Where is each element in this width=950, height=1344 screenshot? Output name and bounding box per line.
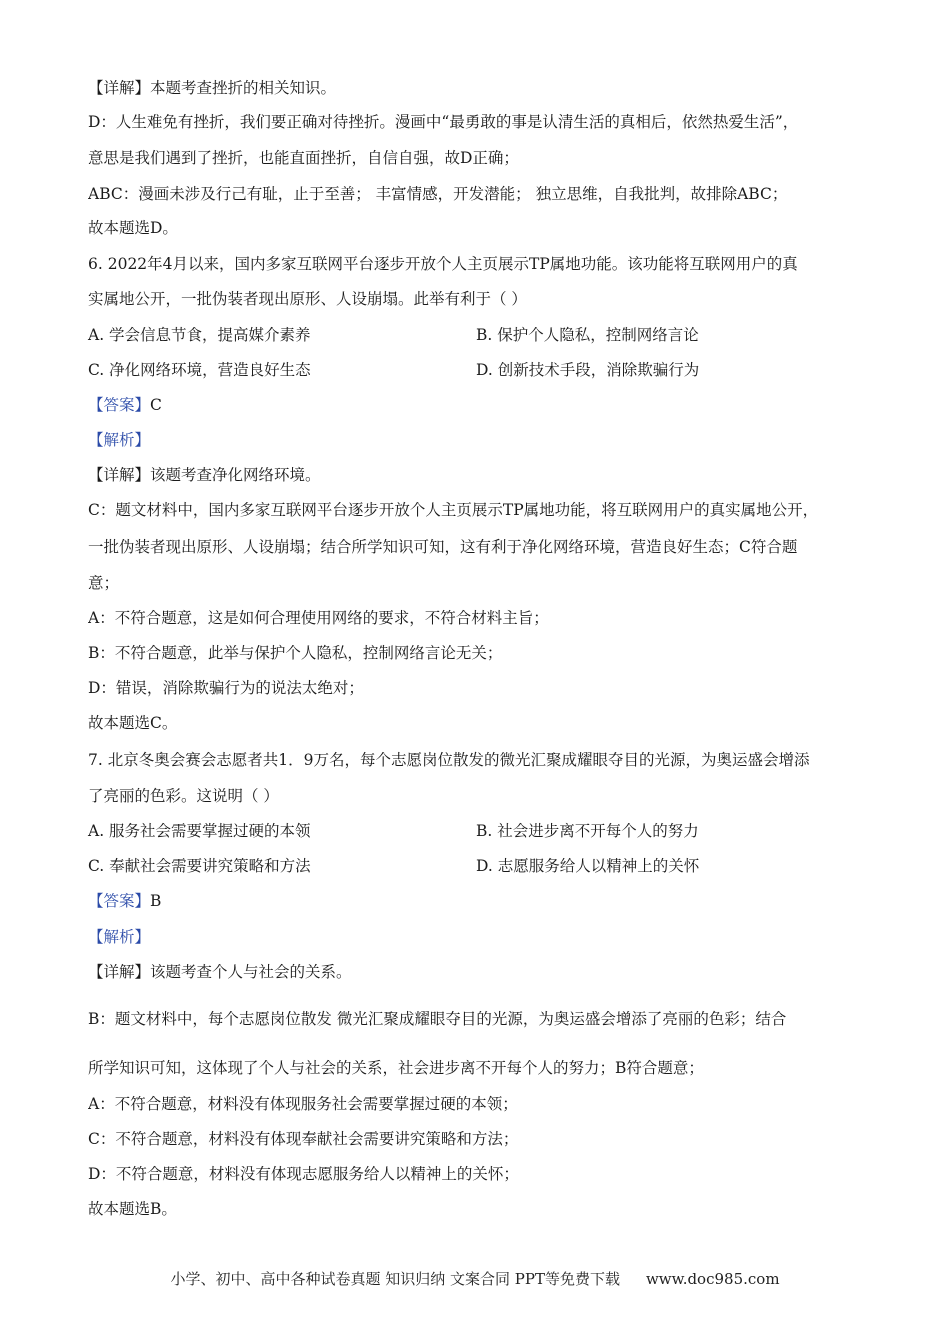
q6-d-line: D：错误，消除欺骗行为的说法太绝对；	[88, 679, 364, 697]
q7-c-line: C：不符合题意，材料没有体现奉献社会需要讲究策略和方法；	[88, 1130, 519, 1148]
q7-b-line1: B：题文材料中，每个志愿岗位散发 微光汇聚成耀眼夺目的光源，为奥运盛会增添了亮丽的色彩；结合	[88, 1010, 787, 1028]
q7-b-line2: 所学知识可知，这体现了个人与社会的关系，社会进步离不开每个人的努力；B符合题意；	[88, 1059, 704, 1077]
q6-option-a: A. 学会信息节食，提高媒介素养	[88, 326, 311, 344]
q6-c-line1: C：题文材料中，国内多家互联网平台逐步开放个人主页展示TP属地功能，将互联网用户的真实属地公开，	[88, 501, 819, 519]
q7-option-a: A. 服务社会需要掌握过硬的本领	[88, 822, 311, 840]
q6-stem-line1: 6. 2022年4月以来，国内多家互联网平台逐步开放个人主页展示TP属地功能。该功能将互联网用户的真	[88, 255, 798, 273]
q5-d-line1: D：人生难免有挫折，我们要正确对待挫折。漫画中“最勇敢的事是认清生活的真相后，依然热爱生活”，	[88, 113, 799, 131]
q6-detail: 【详解】该题考查净化网络环境。	[88, 466, 321, 484]
q7-option-c: C. 奉献社会需要讲究策略和方法	[88, 857, 311, 875]
q6-c-line2: 一批伪装者现出原形、人设崩塌；结合所学知识可知，这有利于净化网络环境，营造良好生态；C符合题	[88, 538, 798, 556]
q6-a-line: A：不符合题意，这是如何合理使用网络的要求，不符合材料主旨；	[88, 609, 549, 627]
q5-detail: 【详解】本题考查挫折的相关知识。	[88, 79, 337, 97]
q6-analysis-tag: 【解析】	[88, 431, 151, 449]
q6-options-row1	[88, 325, 864, 345]
footer-text: 小学、初中、高中各种试卷真题 知识归纳 文案合同 PPT等免费下载	[170, 1270, 620, 1288]
q7-stem-line1: 7. 北京冬奥会赛会志愿者共1．9万名，每个志愿岗位散发的微光汇聚成耀眼夺目的光源，为奥运盛会增添	[88, 751, 810, 769]
footer-url[interactable]: www.doc985.com	[645, 1270, 780, 1288]
q6-conclusion: 故本题选C。	[88, 714, 178, 732]
q7-answer	[88, 891, 161, 911]
q7-d-line: D：不符合题意，材料没有体现志愿服务给人以精神上的关怀；	[88, 1165, 519, 1183]
q6-b-line: B：不符合题意，此举与保护个人隐私，控制网络言论无关；	[88, 644, 503, 662]
q7-option-b: B. 社会进步离不开每个人的努力	[476, 822, 699, 840]
q5-d-line2: 意思是我们遇到了挫折，也能直面挫折，自信自强，故D正确；	[88, 149, 519, 167]
q6-answer	[88, 395, 162, 415]
q7-a-line: A：不符合题意，材料没有体现服务社会需要掌握过硬的本领；	[88, 1095, 518, 1113]
q6-option-d: D. 创新技术手段，消除欺骗行为	[476, 361, 700, 379]
q7-answer-tag: 【答案】	[88, 892, 151, 910]
q7-option-d: D. 志愿服务给人以精神上的关怀	[476, 857, 700, 875]
q7-options-row1	[88, 821, 864, 841]
q5-abc-line: ABC：漫画未涉及行己有耻，止于至善； 丰富情感，开发潜能； 独立思维，自我批判，故排除ABC；	[88, 185, 788, 203]
q6-option-c: C. 净化网络环境，营造良好生态	[88, 361, 311, 379]
q5-conclusion: 故本题选D。	[88, 219, 178, 237]
q6-answer-tag: 【答案】	[88, 396, 151, 414]
q7-analysis-tag: 【解析】	[88, 928, 151, 946]
q7-stem-line2: 了亮丽的色彩。这说明（ ）	[88, 787, 279, 805]
page-footer	[0, 1268, 950, 1289]
q7-answer-value: B	[150, 892, 162, 910]
q6-c-line3: 意；	[88, 574, 120, 592]
q6-options-row2	[88, 360, 864, 380]
q7-options-row2	[88, 856, 864, 876]
q6-option-b: B. 保护个人隐私，控制网络言论	[476, 326, 699, 344]
q7-conclusion: 故本题选B。	[88, 1200, 177, 1218]
q6-answer-value: C	[150, 396, 162, 414]
q7-detail: 【详解】该题考查个人与社会的关系。	[88, 963, 352, 981]
q6-stem-line2: 实属地公开，一批伪装者现出原形、人设崩塌。此举有利于（ ）	[88, 290, 527, 308]
